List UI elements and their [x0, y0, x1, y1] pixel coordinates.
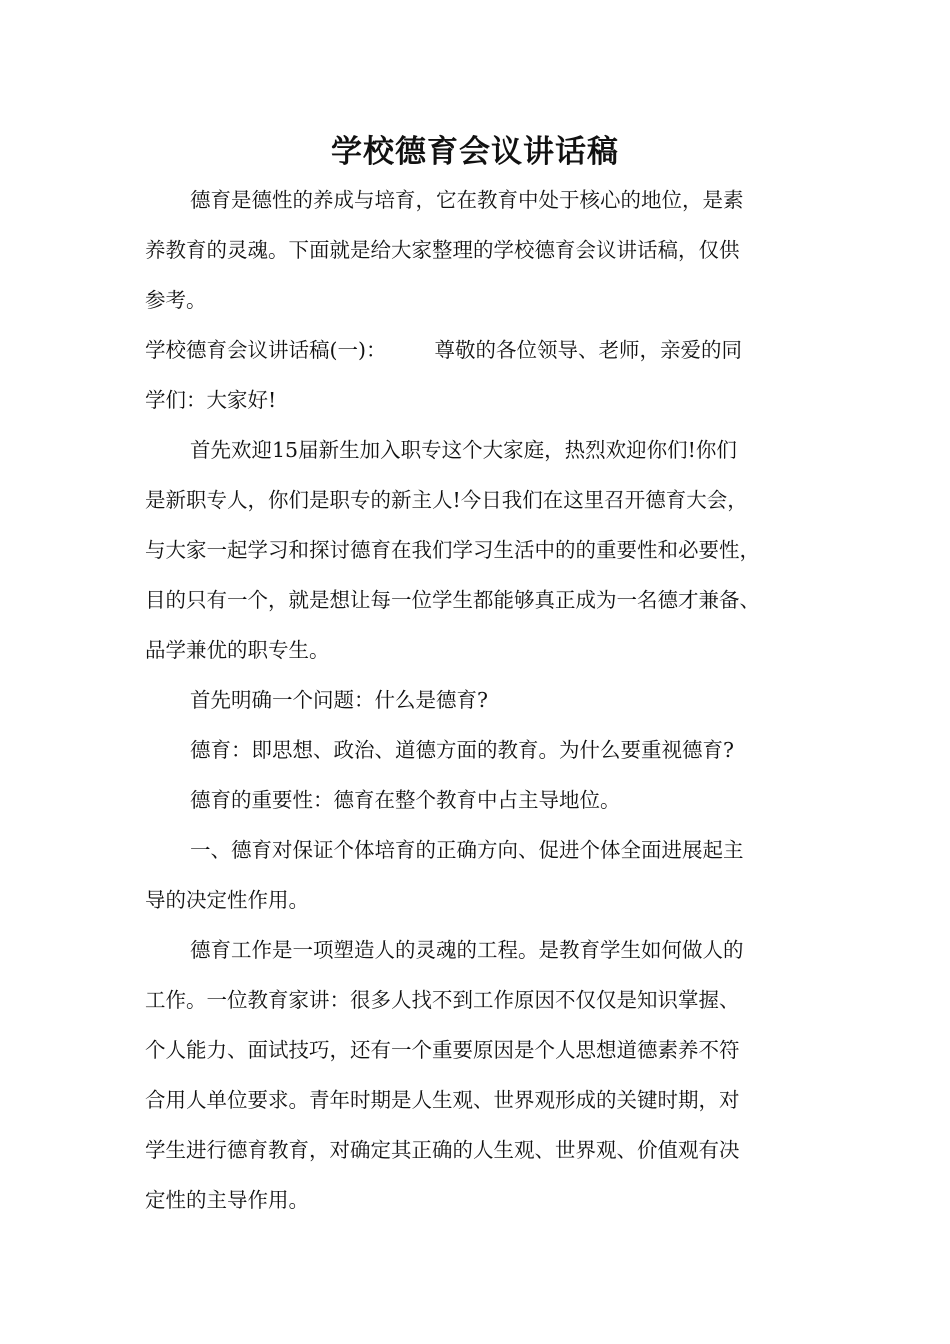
paragraph-line: 合用人单位要求。青年时期是人生观、世界观形成的关键时期，对: [145, 1088, 740, 1112]
paragraph-line: 个人能力、面试技巧，还有一个重要原因是个人思想道德素养不符: [145, 1038, 740, 1062]
paragraph-line: 一、德育对保证个体培育的正确方向、促进个体全面进展起主: [190, 838, 744, 862]
section-heading: 学校德育会议讲话稿(一)：: [145, 338, 387, 362]
paragraph-line: 德育：即思想、政治、道德方面的教育。为什么要重视德育?: [190, 738, 734, 762]
paragraph-line: 与大家一起学习和探讨德育在我们学习生活中的的重要性和必要性，: [145, 538, 760, 562]
paragraph-line: 德育工作是一项塑造人的灵魂的工程。是教育学生如何做人的: [190, 938, 744, 962]
paragraph-line: 养教育的灵魂。下面就是给大家整理的学校德育会议讲话稿，仅供: [145, 238, 740, 262]
paragraph-line: 品学兼优的职专生。: [145, 638, 330, 662]
paragraph-line: 定性的主导作用。: [145, 1188, 309, 1212]
section-heading-line: [145, 334, 825, 366]
paragraph-line: 首先明确一个问题：什么是德育?: [190, 688, 488, 712]
paragraph-line: 工作。一位教育家讲：很多人找不到工作原因不仅仅是知识掌握、: [145, 988, 740, 1012]
greeting-text: 尊敬的各位领导、老师，亲爱的同: [434, 338, 742, 362]
paragraph-line: 德育是德性的养成与培育，它在教育中处于核心的地位，是素: [190, 188, 744, 212]
paragraph-line: 导的决定性作用。: [145, 888, 309, 912]
paragraph-line: 目的只有一个，就是想让每一位学生都能够真正成为一名德才兼备、: [145, 588, 760, 612]
paragraph-line: 首先欢迎15届新生加入职专这个大家庭，热烈欢迎你们!你们: [190, 438, 737, 462]
paragraph-line: 学生进行德育教育，对确定其正确的人生观、世界观、价值观有决: [145, 1138, 740, 1162]
paragraph-line: 参考。: [145, 288, 207, 312]
paragraph-line: 是新职专人，你们是职专的新主人!今日我们在这里召开德育大会，: [145, 488, 748, 512]
paragraph-line: 德育的重要性：德育在整个教育中占主导地位。: [190, 788, 621, 812]
paragraph-line: 学们：大家好!: [145, 388, 277, 412]
document-title: 学校德育会议讲话稿: [331, 134, 619, 170]
